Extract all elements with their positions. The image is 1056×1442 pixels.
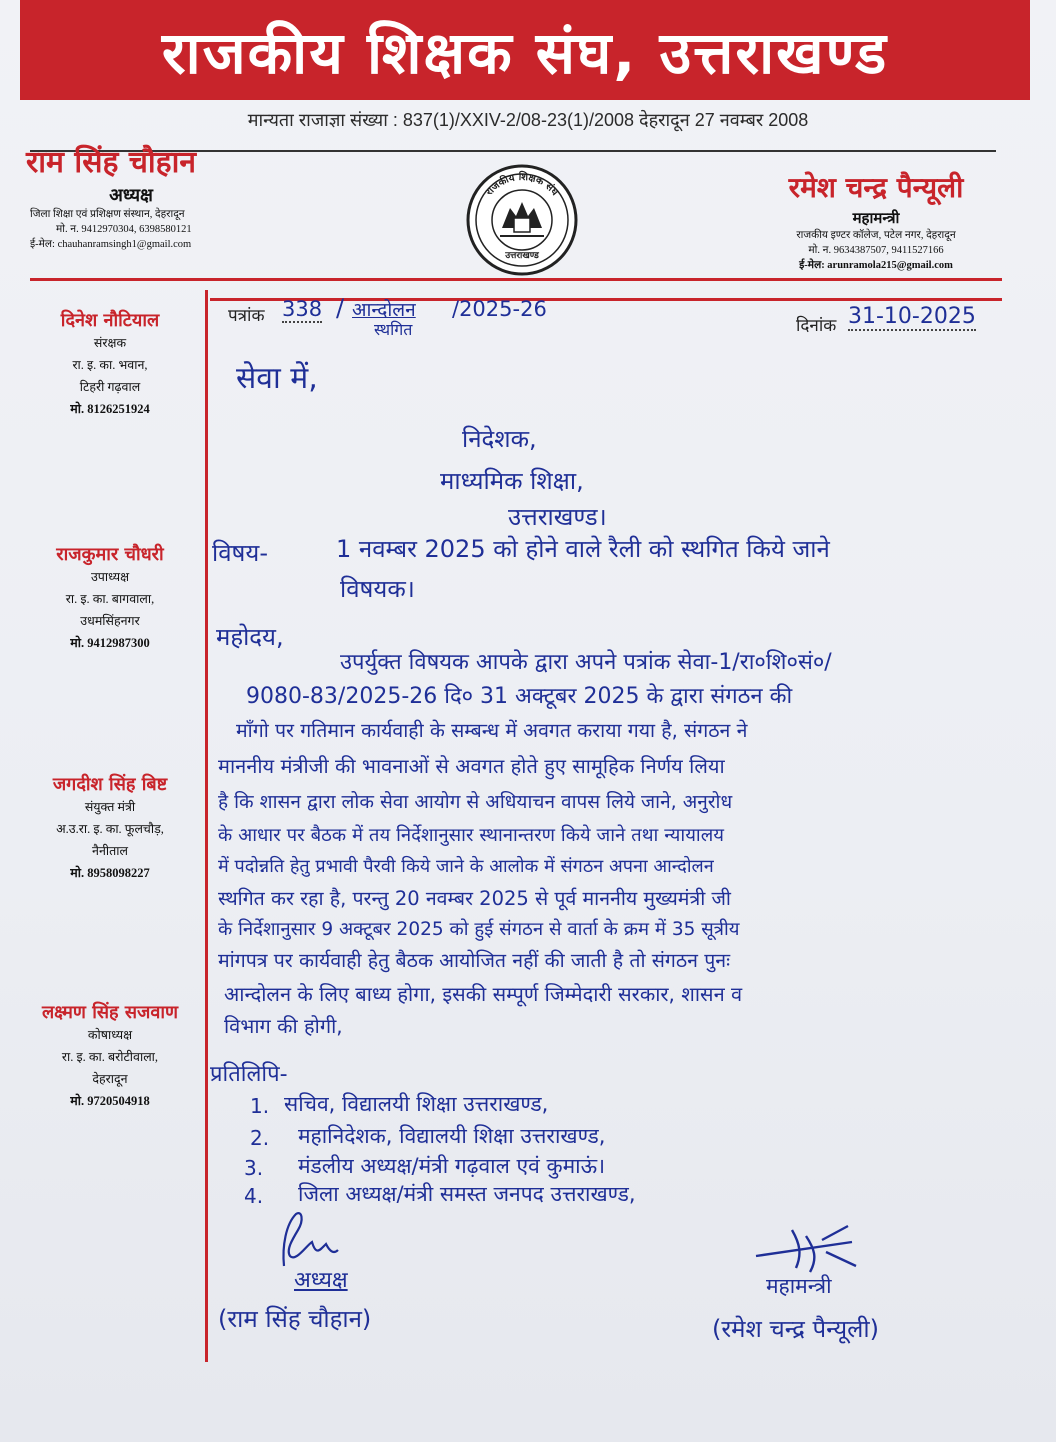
date-label: दिनांक (796, 316, 837, 335)
president-phone: मो. न. 9412970304, 6398580121 (56, 224, 192, 235)
ref-label: पत्रांक (228, 306, 265, 325)
letter-date: 31-10-2025 (848, 304, 976, 329)
sign-right-name: (रमेश चन्द्र पैन्यूली) (712, 1315, 879, 1343)
office-bearer-patron (20, 308, 200, 420)
secretary-role: महामन्त्री (852, 209, 900, 227)
ref-number: 338 (282, 297, 323, 321)
president-email: ई-मेल: chauhanramsingh1@gmail.com (30, 239, 192, 250)
cc-item: जिला अध्यक्ष/मंत्री समस्त जनपद उत्तराखण्ड, (298, 1182, 636, 1206)
subject-label: विषय- (212, 539, 269, 567)
cc-label: प्रतिलिपि- (210, 1062, 288, 1087)
sign-left-title: अध्यक्ष (294, 1268, 348, 1293)
cc-item: सचिव, विद्यालयी शिक्षा उत्तराखण्ड, (284, 1092, 549, 1116)
president-name: राम सिंह चौहान (26, 145, 197, 180)
union-seal (464, 162, 580, 278)
bearer-line2: देहरादून (92, 1072, 128, 1086)
bearer-name: जगदीश सिंह बिष्ट (52, 774, 168, 795)
greeting: महोदय, (216, 623, 284, 651)
organization-title: राजकीय शिक्षक संघ, उत्तराखण्ड (161, 18, 889, 87)
body-line: स्थगित कर रहा है, परन्तु 20 नवम्बर 2025 से पूर्व माननीय मुख्यमंत्री जी (218, 887, 731, 910)
secretary-phone: मो. न. 9634387507, 9411527166 (808, 245, 944, 256)
office-bearer-vice-president (20, 542, 200, 654)
body-line: आन्दोलन के लिए बाध्य होगा, इसकी सम्पूर्ण जिम्मेदारी सरकार, शासन व (224, 982, 743, 1006)
bearer-role: संयुक्त मंत्री (84, 800, 136, 814)
ref-red-rule (210, 298, 1002, 301)
side-red-rule (205, 290, 208, 1362)
secretary-signature-icon (752, 1222, 862, 1278)
president-block (26, 140, 256, 252)
recipient-line-2: माध्यमिक शिक्षा, (440, 467, 584, 495)
bearer-line1: रा. इ. का. भवान, (72, 358, 148, 372)
bearer-role: संरक्षक (93, 336, 127, 350)
body-line: के आधार पर बैठक में तय निर्देशानुसार स्थानान्तरण किये जाने तथा न्यायालय (218, 825, 724, 846)
seal-emblem-icon (464, 162, 580, 278)
subject-line-1: 1 नवम्बर 2025 को होने वाले रैली को स्थगित किये जाने (336, 535, 830, 563)
secretary-name: रमेश चन्द्र पैन्यूली (788, 171, 964, 204)
sign-right-title: महामन्त्री (766, 1274, 832, 1298)
bearer-name: लक्ष्मण सिंह सजवाण (41, 1002, 179, 1023)
bearer-line2: नैनीताल (92, 844, 128, 858)
seal-bottom-text: उत्तराखण्ड (505, 251, 539, 261)
recipient-line-1: निदेशक, (462, 425, 537, 453)
bearer-phone: मो. 9720504918 (70, 1094, 150, 1108)
top-red-rule (30, 278, 1002, 281)
bearer-role: उपाध्यक्ष (90, 570, 130, 584)
secretary-email: ई-मेल: arunramola215@gmail.com (799, 260, 953, 271)
cc-item: महानिदेशक, विद्यालयी शिक्षा उत्तराखण्ड, (298, 1124, 606, 1148)
ref-subject-sub: स्थगित (374, 320, 413, 339)
recipient-line-3: उत्तराखण्ड। (508, 503, 607, 531)
body-line: विभाग की होगी, (224, 1014, 343, 1038)
cc-number: 2. (250, 1126, 270, 1150)
body-line: माननीय मंत्रीजी की भावनाओं से अवगत होते हुए सामूहिक निर्णय लिया (218, 754, 725, 778)
recognition-line: मान्यता राजाज्ञा संख्या : 837(1)/XXIV-2/08-23(1)/2008 देहरादून 27 नवम्बर 2008 (247, 110, 809, 130)
bearer-phone: मो. 8958098227 (70, 866, 150, 880)
bearer-phone: मो. 8126251924 (70, 402, 150, 416)
ref-year: /2025-26 (452, 297, 547, 321)
body-line: मांगपत्र पर कार्यवाही हेतु बैठक आयोजित नहीं की जाती है तो संगठन पुनः (218, 949, 731, 972)
office-bearer-treasurer (20, 1000, 200, 1112)
ref-slash: / (336, 294, 345, 322)
organization-banner (20, 0, 1030, 100)
body-line: के निर्देशानुसार 9 अक्टूबर 2025 को हुई संगठन से वार्ता के क्रम में 35 सूत्रीय (218, 919, 740, 940)
secretary-address: राजकीय इण्टर कॉलेज, पटेल नगर, देहरादून (796, 230, 956, 241)
bearer-line2: उधमसिंहनगर (80, 614, 140, 628)
body-line: है कि शासन द्वारा लोक सेवा आयोग से अधियाचन वापस लिये जाने, अनुरोध (218, 791, 733, 813)
subject-line-2: विषयक। (340, 575, 415, 603)
body-line: उपर्युक्त विषयक आपके द्वारा अपने पत्रांक सेवा-1/रा०शि०सं०/ (340, 650, 832, 675)
bearer-line1: रा. इ. का. बागवाला, (65, 592, 155, 606)
office-bearer-joint-secretary (20, 772, 200, 884)
cc-number: 3. (244, 1156, 264, 1180)
body-line: 9080-83/2025-26 दि० 31 अक्टूबर 2025 के द्वारा संगठन की (246, 684, 793, 709)
bearer-name: राजकुमार चौधरी (56, 544, 164, 565)
sign-left-name: (राम सिंह चौहान) (218, 1305, 372, 1333)
bearer-phone: मो. 9412987300 (70, 636, 150, 650)
salutation-to: सेवा में, (236, 361, 318, 396)
bearer-line1: रा. इ. का. बरोटीवाला, (61, 1050, 159, 1064)
cc-item: मंडलीय अध्यक्ष/मंत्री गढ़वाल एवं कुमाऊं। (298, 1154, 606, 1178)
bearer-line1: अ.उ.रा. इ. का. फूलचौड़, (56, 822, 164, 836)
body-line: माँगो पर गतिमान कार्यवाही के सम्बन्ध में अवगत कराया गया है, संगठन ने (236, 719, 748, 742)
cc-number: 1. (250, 1094, 270, 1118)
ref-subject: आन्दोलन (352, 299, 416, 321)
president-role: अध्यक्ष (109, 185, 153, 206)
bearer-line2: टिहरी गढ़वाल (79, 380, 141, 394)
secretary-block (756, 168, 996, 273)
president-address: जिला शिक्षा एवं प्रशिक्षण संस्थान, देहरादून (30, 209, 185, 220)
seal-top-text: राजकीय शिक्षक संघ (483, 171, 561, 198)
cc-number: 4. (244, 1184, 264, 1208)
body-line: में पदोन्नति हेतु प्रभावी पैरवी किये जाने के आलोक में संगठन अपना आन्दोलन (218, 856, 714, 877)
bearer-name: दिनेश नौटियाल (60, 310, 160, 331)
bearer-role: कोषाध्यक्ष (87, 1028, 133, 1042)
